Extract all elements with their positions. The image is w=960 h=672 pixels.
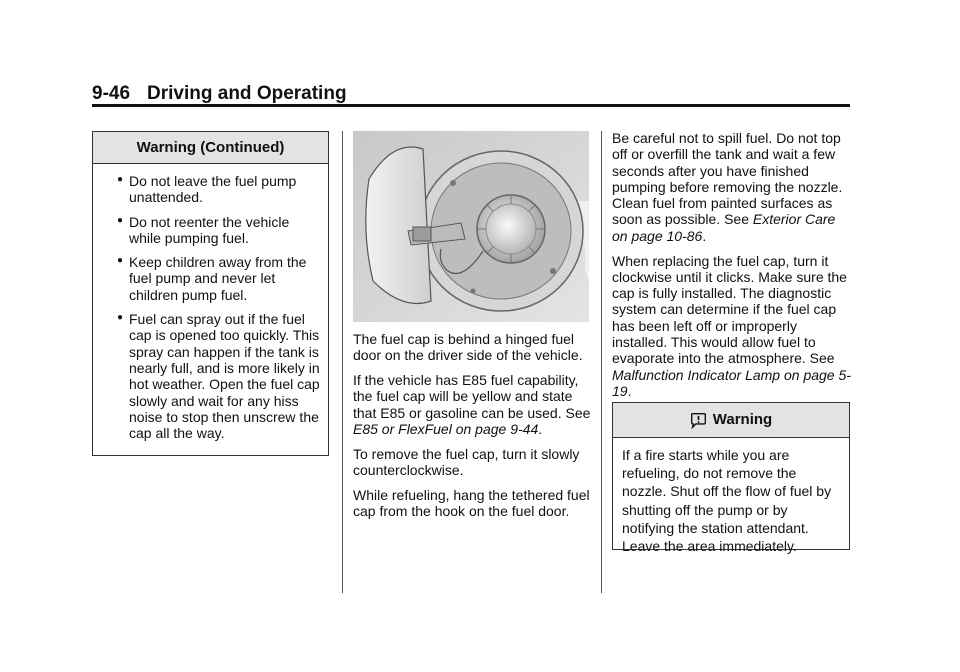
column-2-text [353, 331, 593, 528]
paragraph: To remove the fuel cap, turn it slowly counterclockwise. [353, 445, 580, 479]
column-divider-2 [601, 131, 602, 593]
list-item: ● Fuel can spray out if the fuel cap is opened too quickly. This spray can happen if the tank is nearly full, and is more likely in hot weather. Open the fuel cap slowly and wait for any hiss noise to stop then unscrew the cap all the way. [117, 311, 320, 442]
list-item: ● Do not reenter the vehicle while pumping fuel. [117, 213, 290, 246]
cross-reference-link[interactable]: Exterior Care on page 10-86 [612, 211, 836, 244]
warning-bullet-list [93, 164, 328, 441]
bullet-dot-icon: ● [117, 174, 124, 185]
header-rule [92, 104, 850, 107]
warning-header [613, 403, 849, 438]
bullet-dot-icon: ● [117, 255, 124, 267]
column-3-text [612, 130, 852, 408]
section-title: Driving and Operating [147, 83, 347, 104]
paragraph: If the vehicle has E85 fuel capability, the fuel cap will be yellow and state that E85 or gasoline can be used. See E85 or FlexFuel on page 9-44. [353, 372, 591, 437]
warning-continued-box [92, 131, 329, 456]
paragraph: Be careful not to spill fuel. Do not top off or overfill the tank and wait a few seconds after you have finished pumping before removing the nozzle. Clean fuel from painted surfaces as soon as possible. See Exterior Care on page 10-86. [612, 130, 843, 244]
header-title [92, 84, 850, 104]
page-header [92, 84, 850, 104]
bullet-dot-icon: ● [117, 214, 124, 226]
warning-body: If a fire starts while you are refueling, do not remove the nozzle. Shut off the flow of fuel by shutting off the pump or by notifying the station attendant. Leave the area immediately. [622, 447, 832, 555]
warning-title: Warning [712, 411, 773, 428]
cross-reference-link[interactable]: Malfunction Indicator Lamp on page 5-19 [612, 366, 851, 399]
page-number: 9-46 [92, 83, 131, 104]
warning-box [612, 402, 850, 555]
warning-symbol-icon [690, 412, 707, 429]
list-item: ● Keep children away from the fuel pump and never let children pump fuel. [117, 254, 307, 303]
cross-reference-link[interactable]: E85 or FlexFuel on page 9-44 [353, 420, 539, 437]
warning-continued-title: Warning (Continued) [93, 132, 328, 164]
paragraph: While refueling, hang the tethered fuel cap from the hook on the fuel door. [353, 486, 590, 520]
bullet-dot-icon: ● [117, 312, 124, 324]
column-divider-1 [342, 131, 343, 593]
paragraph: When replacing the fuel cap, turn it clockwise until it clicks. Make sure the cap is fully installed. The diagnostic system can determine if the fuel cap has been left off or improperly installed. This would allow fuel to evaporate into the atmosphere. See Malfunction Indicator Lamp on page 5-19. [612, 252, 851, 399]
paragraph: The fuel cap is behind a hinged fuel door on the driver side of the vehicle. [353, 331, 583, 364]
fuel-door-photo [353, 131, 589, 322]
list-item: ● Do not leave the fuel pump unattended. [117, 173, 297, 206]
